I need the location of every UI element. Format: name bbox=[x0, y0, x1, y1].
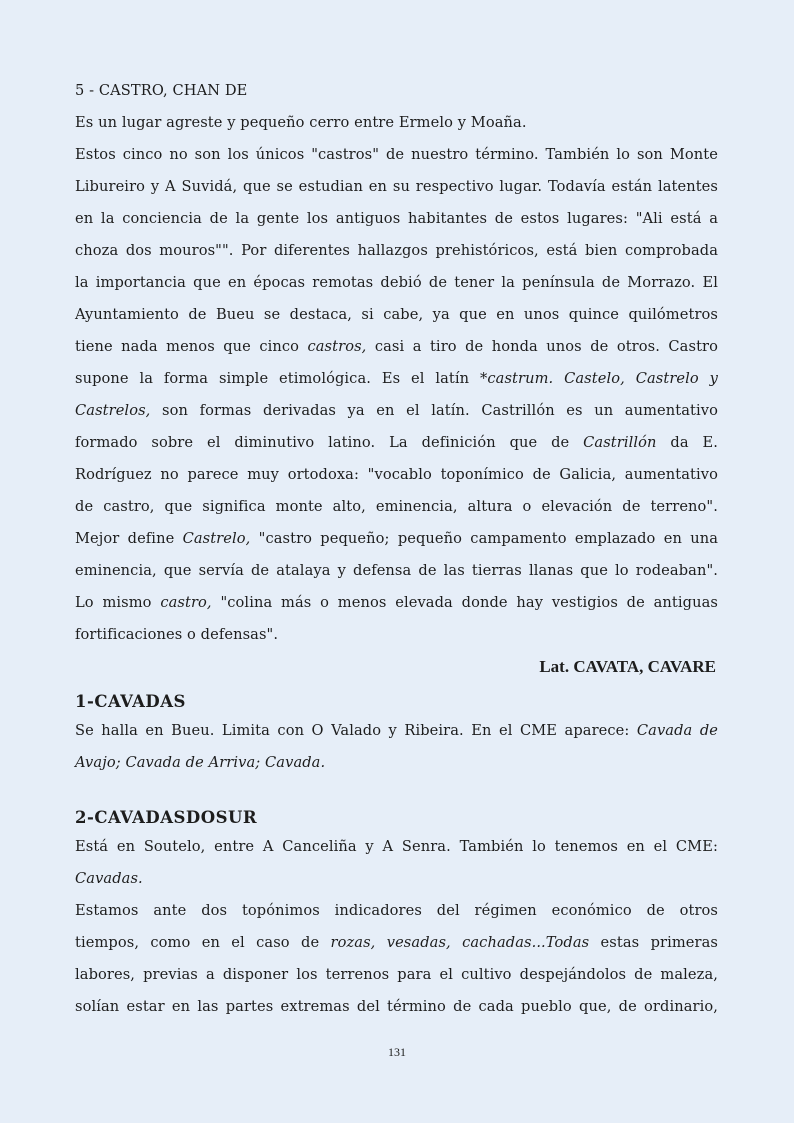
text: Mejor define bbox=[75, 530, 183, 547]
italic-term: Castrillón bbox=[583, 434, 657, 451]
paragraph-line bbox=[75, 870, 143, 887]
paragraph-line: Rodríguez no parece muy ortodoxa: "vocablo toponímico de Galicia, aumentativo bbox=[75, 466, 718, 483]
paragraph-line bbox=[75, 722, 718, 739]
italic-term: Cavada de bbox=[636, 722, 719, 739]
section-title-cavadasdosur: 2-CAVADASDOSUR bbox=[75, 808, 258, 827]
text: Se halla en Bueu. Limita con O Valado y Ribeira. En el CME aparece: bbox=[75, 722, 637, 739]
text: tiene nada menos que cinco bbox=[75, 338, 308, 355]
text: estas primeras bbox=[589, 934, 718, 951]
paragraph-line: fortificaciones o defensas". bbox=[75, 626, 279, 643]
italic-term: *castrum. Castelo, Castrelo y bbox=[480, 370, 718, 387]
section-title-cavadas: 1-CAVADAS bbox=[75, 692, 186, 711]
paragraph-line bbox=[75, 338, 718, 355]
italic-term: castros, bbox=[307, 338, 367, 355]
paragraph-line: Estamos ante dos topónimos indicadores del régimen económico de otros bbox=[75, 902, 718, 919]
paragraph-line: la importancia que en épocas remotas debió de tener la península de Morrazo. El bbox=[75, 274, 718, 291]
text: tiempos, como en el caso de bbox=[75, 934, 331, 951]
paragraph-line bbox=[75, 754, 325, 771]
text: Lo mismo bbox=[75, 594, 161, 611]
paragraph-line bbox=[75, 402, 718, 419]
text: da E. bbox=[656, 434, 719, 451]
paragraph-line: Libureiro y A Suvidá, que se estudian en su respectivo lugar. Todavía están latentes bbox=[75, 178, 718, 195]
paragraph-line bbox=[75, 594, 718, 611]
paragraph-line bbox=[75, 370, 718, 387]
paragraph-line bbox=[75, 934, 718, 951]
italic-term: Castrelo, bbox=[182, 530, 251, 547]
paragraph-line: solían estar en las partes extremas del término de cada pueblo que, de ordinario, bbox=[75, 998, 718, 1015]
paragraph-line bbox=[75, 434, 718, 451]
paragraph-line: choza dos mouros"". Por diferentes hallazgos prehistóricos, está bien comprobada bbox=[75, 242, 718, 259]
italic-term: rozas, vesadas, cachadas...Todas bbox=[330, 934, 590, 951]
text: son formas derivadas ya en el latín. Castrillón es un aumentativo bbox=[150, 402, 718, 419]
italic-term: castro, bbox=[160, 594, 212, 611]
paragraph-line: Ayuntamiento de Bueu se destaca, si cabe, ya que en unos quince quilómetros bbox=[75, 306, 718, 323]
paragraph-line: Es un lugar agreste y pequeño cerro entre Ermelo y Moaña. bbox=[75, 114, 527, 131]
paragraph-line: eminencia, que servía de atalaya y defensa de las tierras llanas que lo rodeaban". bbox=[75, 562, 718, 579]
paragraph-line: Estos cinco no son los únicos "castros" de nuestro término. También lo son Monte bbox=[75, 146, 718, 163]
paragraph-line: Está en Soutelo, entre A Canceliña y A Senra. También lo tenemos en el CME: bbox=[75, 838, 718, 855]
page-number: 131 bbox=[388, 1045, 406, 1059]
italic-term: Cavadas. bbox=[75, 870, 143, 887]
paragraph-line: de castro, que significa monte alto, eminencia, altura o elevación de terreno". bbox=[75, 498, 718, 515]
paragraph-line bbox=[75, 530, 718, 547]
section-title-castro: 5 - CASTRO, CHAN DE bbox=[75, 82, 248, 99]
paragraph-line: labores, previas a disponer los terrenos para el cultivo despejándolos de maleza, bbox=[75, 966, 718, 983]
text: supone la forma simple etimológica. Es el latín bbox=[75, 370, 480, 387]
italic-term: Avajo; Cavada de Arriva; Cavada. bbox=[75, 754, 326, 771]
text: "colina más o menos elevada donde hay vestigios de antiguas bbox=[211, 594, 718, 611]
italic-term: Castrelos, bbox=[75, 402, 151, 419]
text: casi a tiro de honda unos de otros. Castro bbox=[366, 338, 718, 355]
paragraph-line: en la conciencia de la gente los antiguos habitantes de estos lugares: "Ali está a bbox=[75, 210, 718, 227]
text: "castro pequeño; pequeño campamento emplazado en una bbox=[250, 530, 718, 547]
latin-heading: Lat. CAVATA, CAVARE bbox=[539, 657, 716, 676]
text: formado sobre el diminutivo latino. La definición que de bbox=[75, 434, 584, 451]
